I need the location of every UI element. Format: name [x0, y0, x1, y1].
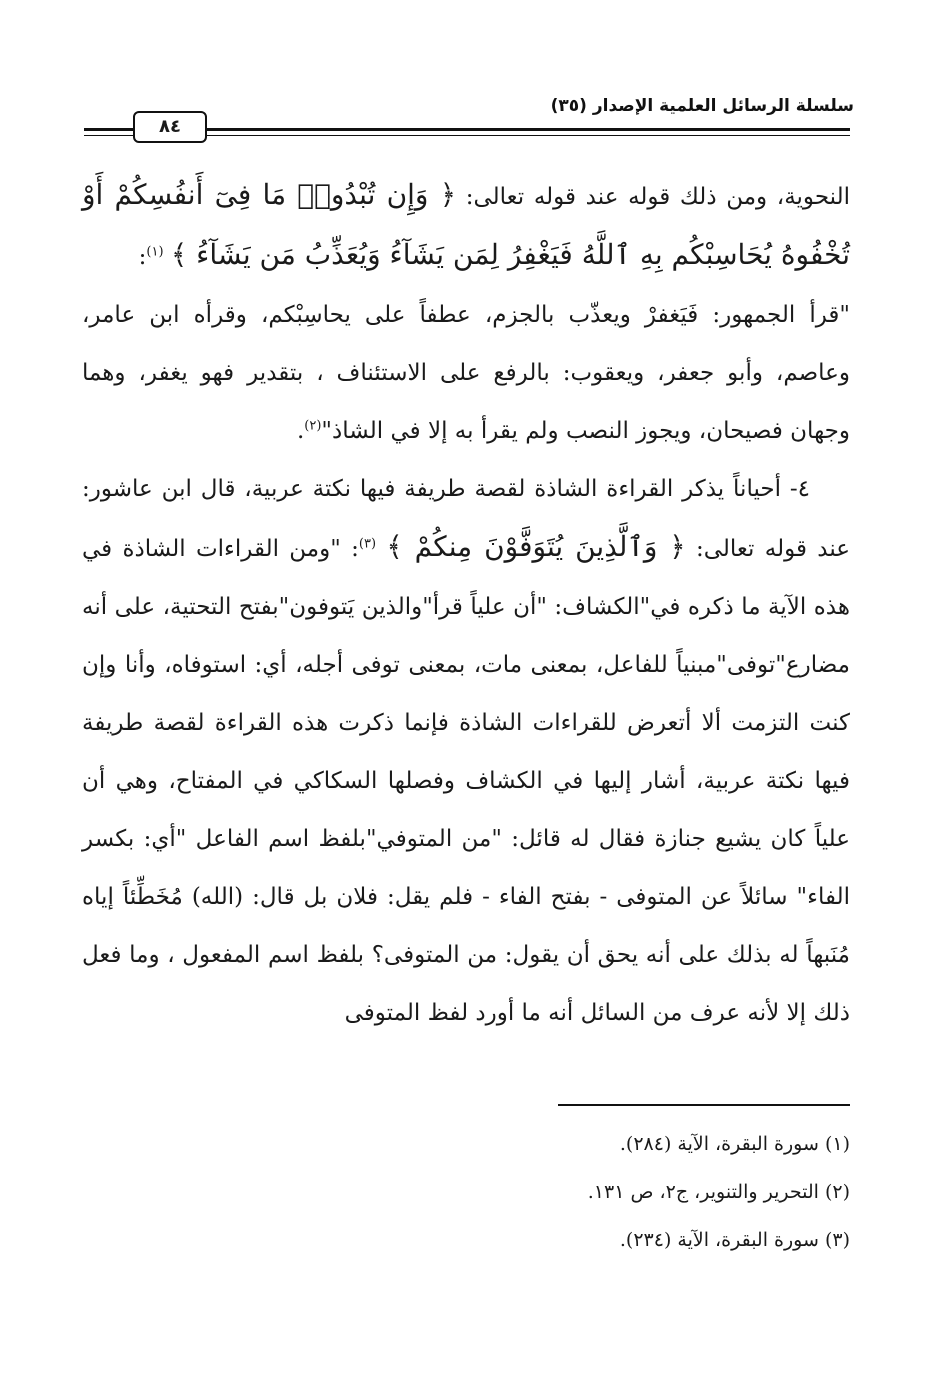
- series-title: سلسلة الرسائل العلمية الإصدار (٣٥): [550, 96, 854, 116]
- paragraph-3: [82, 460, 850, 1042]
- paragraph-1: [82, 166, 850, 286]
- quran-verse-2: ﴿ وَٱلَّذِينَ يُتَوَفَّوْنَ مِنكُمْ ﴾: [386, 530, 686, 563]
- p2-text: "قرأ الجمهور: فَيَغفرْ ويعذّب بالجزم، عطفاً على يحاسِبْكم، وقرأه ابن عامر، وعاصم، وأبو جعفر، ويعقوب: بالرفع على الاستئناف ، بتقدير فهو يغفر، وهما وجهان فصيحان، ويجوز النصب ولم يقرأ به إلا في الشاذ": [82, 302, 850, 444]
- p1-intro: النحوية، ومن ذلك قوله عند قوله تعالى:: [456, 184, 850, 210]
- footnote-ref-1: (١): [146, 244, 164, 260]
- p3-rest: : "ومن القراءات الشاذة في هذه الآية ما ذكره في"الكشاف: "أن علياً قرأ"والذين يَتوفون"بفتح التحتية، على أنه مضارع"توفى"مبنياً للفاعل، بمعنى مات، بمعنى توفى أجله، أي: استوفاه، وأنا وإن كنت التزمت ألا أتعرض للقراءات الشاذة فإنما ذكرت هذه القراءة لقصة طريفة فيها نكتة عربية، أشار إليها في الكشاف وفصلها السكاكي في المفتاح، وهي أن علياً كان يشيع جنازة فقال له قائل: "من المتوفي"بلفظ اسم الفاعل "أي: بكسر الفاء" سائلاً عن المتوفى - بفتح الفاء - فلم يقل: فلان بل قال: (الله) مُخَطِّئاً إياه مُنَبهاً له بذلك على أنه يحق أن يقول: من المتوفى؟ بلفظ اسم المفعول ، وما فعل ذلك إلا لأنه عرف من السائل أنه ما أورد لفظ المتوفى: [82, 536, 850, 1026]
- footnote-3: (٣) سورة البقرة، الآية (٢٣٤).: [619, 1229, 850, 1251]
- footnote-1: (١) سورة البقرة، الآية (٢٨٤).: [619, 1133, 850, 1155]
- footnote-ref-2: (٢): [304, 418, 322, 434]
- body-text: [82, 166, 850, 1042]
- footnotes: [250, 1120, 850, 1264]
- p2-end: .: [296, 418, 305, 444]
- paragraph-2: [82, 286, 850, 460]
- page-number: ٨٤: [133, 111, 207, 143]
- footnote-ref-3: (٣): [358, 536, 377, 552]
- footnote-separator: [558, 1104, 850, 1106]
- p1-end: :: [138, 244, 147, 270]
- footnote-2: (٢) التحرير والتنوير، ج٢، ص ١٣١.: [587, 1181, 850, 1203]
- p3-start: ٤- أحياناً يذكر القراءة الشاذة لقصة طريفة فيها نكتة عربية، قال ابن عاشور: عند قوله تعالى:: [82, 476, 851, 562]
- quran-verse-1: ﴿ وَإِن تُبْدُوا۟ مَا فِىٓ أَنفُسِكُمْ أَوْ تُخْفُوهُ يُحَاسِبْكُم بِهِ ٱللَّهُ فَيَغْفِرُ لِمَن يَشَآءُ وَيُعَذِّبُ مَن يَشَآءُ ﴾: [82, 178, 850, 271]
